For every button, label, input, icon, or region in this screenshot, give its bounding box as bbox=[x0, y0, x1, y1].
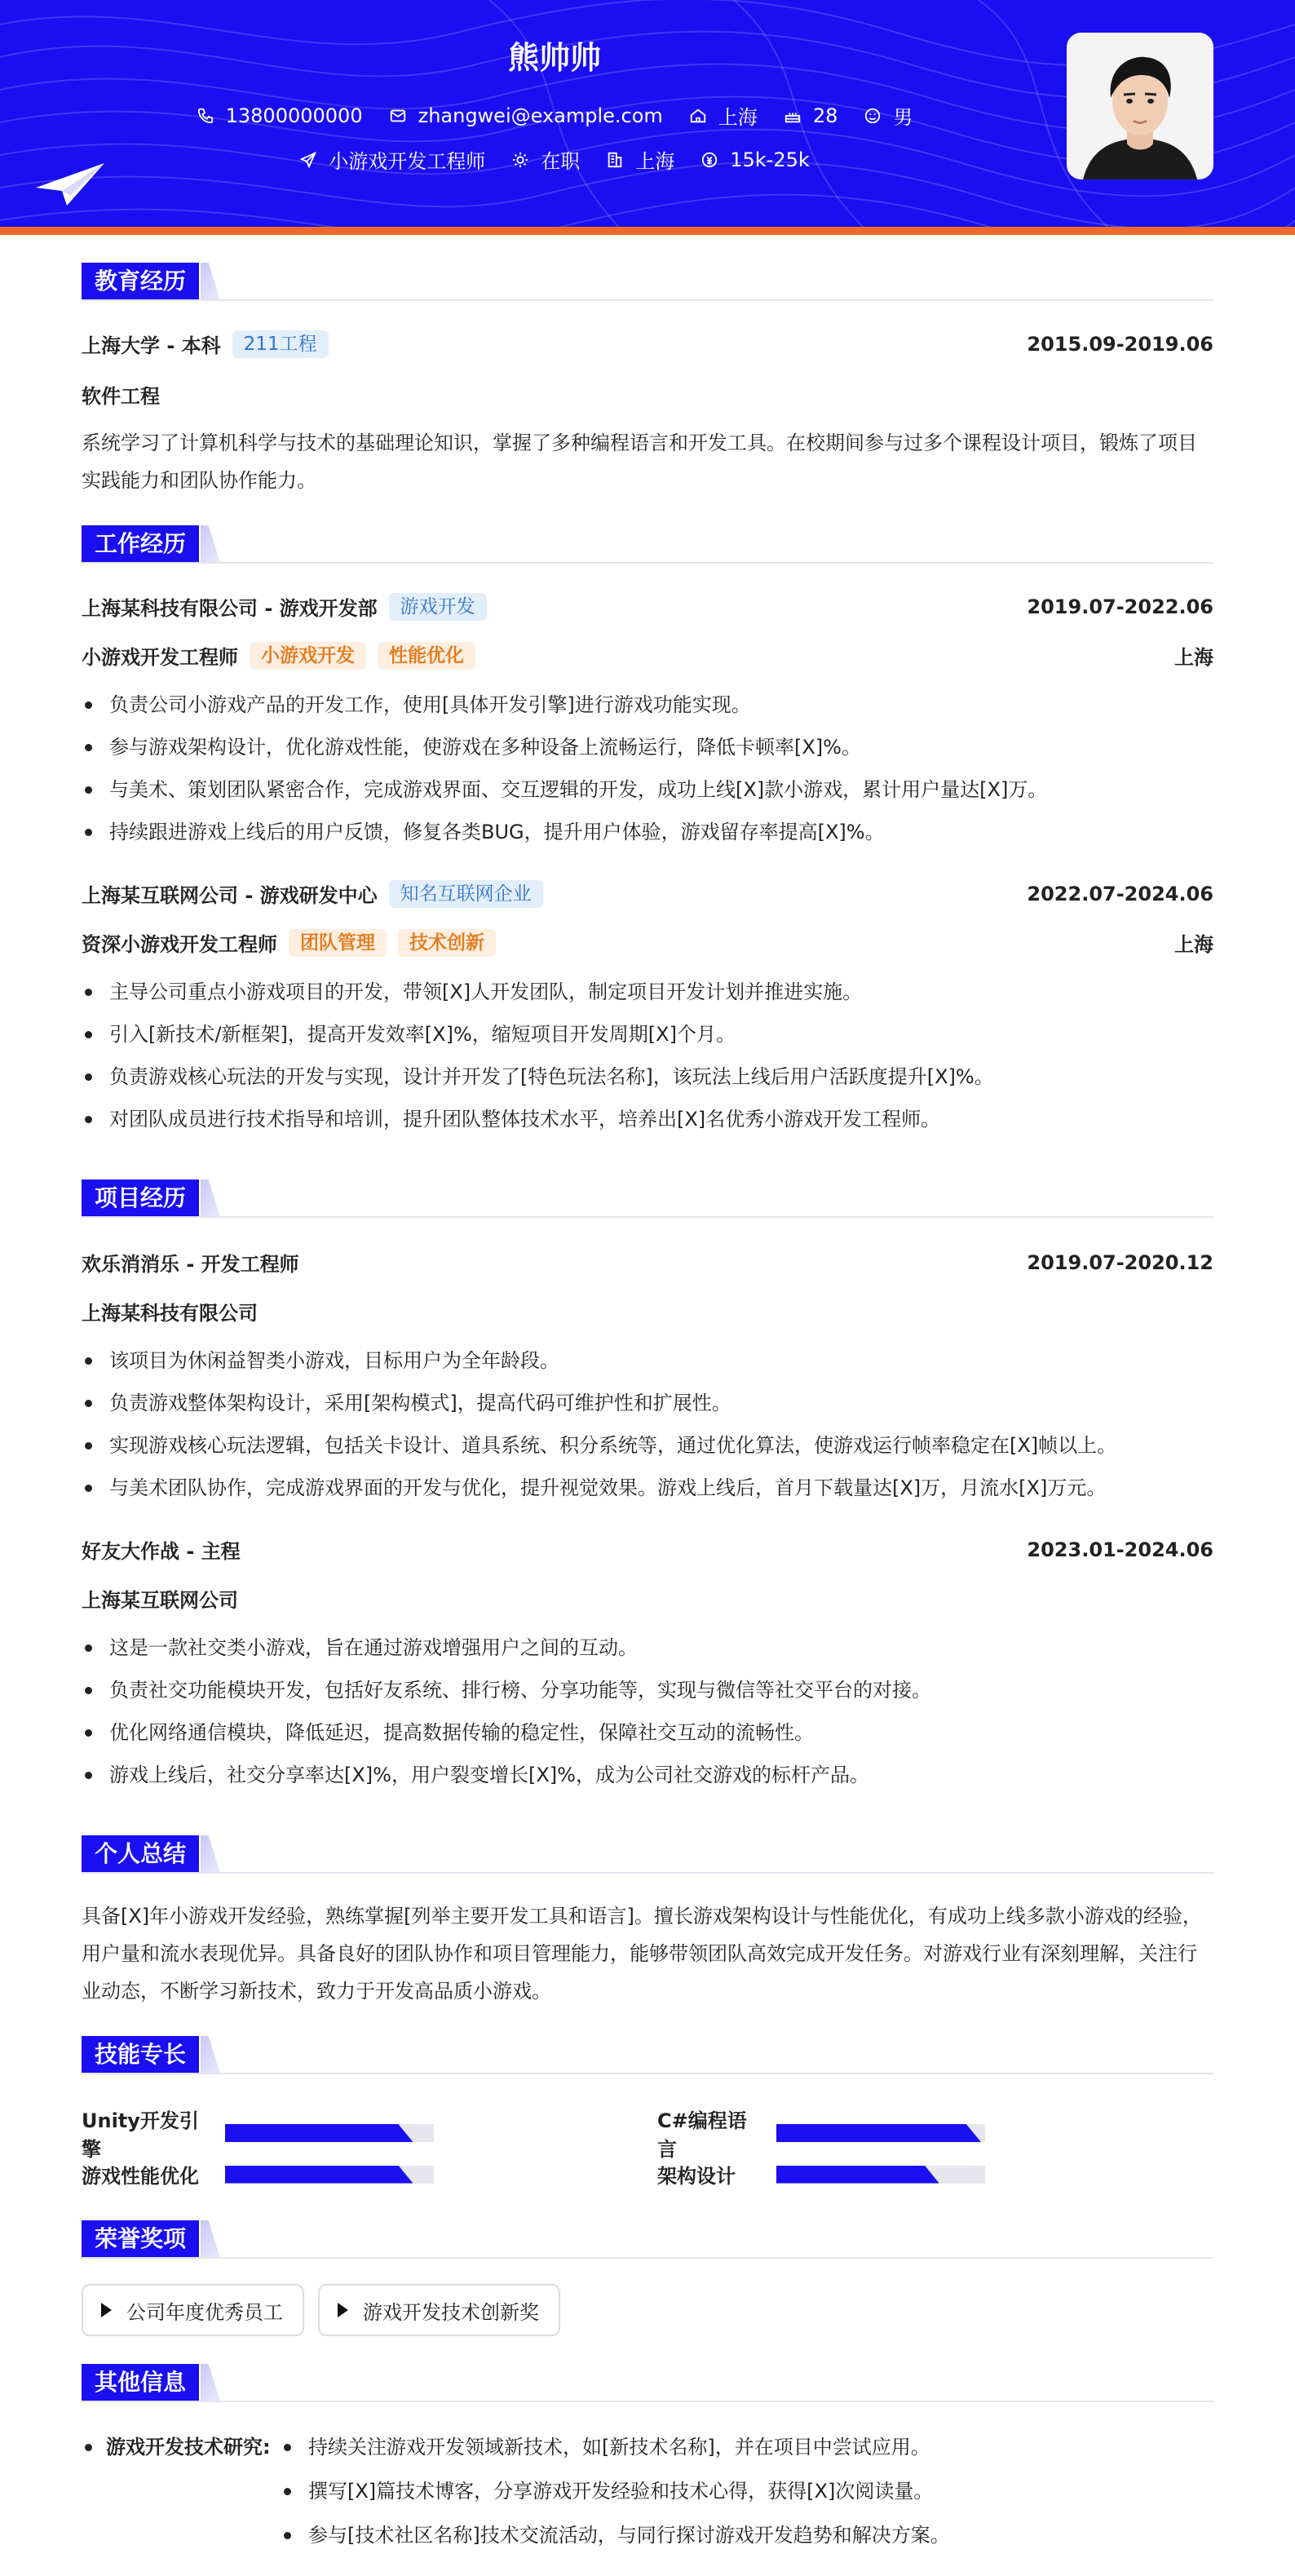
email-item bbox=[389, 104, 663, 127]
project-period: 2023.01-2024.06 bbox=[1027, 1538, 1213, 1561]
job-company: 上海某互联网公司 - 游戏研发中心 bbox=[82, 884, 378, 907]
job-skill-tag: 性能优化 bbox=[378, 642, 475, 670]
skill-name: 架构设计 bbox=[657, 2165, 736, 2188]
project-name: 好友大作战 - 主程 bbox=[82, 1540, 241, 1563]
list-item: 主导公司重点小游戏项目的开发，带领[X]人开发团队，制定项目开发计划并推进实施。 bbox=[82, 971, 1213, 1013]
status-icon bbox=[511, 151, 529, 169]
job-position: 小游戏开发工程师 bbox=[82, 646, 238, 669]
job-1-position-row bbox=[82, 641, 1213, 670]
project-1-header-row bbox=[82, 1248, 1213, 1277]
salary-item bbox=[701, 148, 810, 171]
header-accent-stripe bbox=[0, 227, 1295, 235]
job-1-header-row bbox=[82, 592, 1213, 621]
education-period: 2015.09-2019.06 bbox=[1027, 332, 1213, 356]
list-item: 优化网络通信模块，降低延迟，提高数据传输的稳定性，保障社交互动的流畅性。 bbox=[82, 1711, 1213, 1754]
major: 软件工程 bbox=[82, 385, 160, 408]
job-skill-tag: 技术创新 bbox=[398, 929, 496, 957]
section-label: 项目经历 bbox=[82, 1180, 199, 1217]
skill-item bbox=[82, 2105, 434, 2162]
job-period: 2019.07-2022.06 bbox=[1027, 595, 1213, 618]
job-city: 上海 bbox=[1174, 646, 1213, 669]
avatar-photo bbox=[1067, 33, 1213, 179]
major-row bbox=[82, 380, 1213, 409]
email-text: zhangwei@example.com bbox=[418, 104, 663, 127]
skill-bar-fill bbox=[225, 2166, 413, 2184]
status-item bbox=[511, 145, 580, 174]
honor-text: 公司年度优秀员工 bbox=[126, 2300, 283, 2324]
summary-text: 具备[X]年小游戏开发经验，熟练掌握[列举主要开发工具和语言]。擅长游戏架构设计与性能优化，有成功上线多款小游戏的经验，用户量和流水表现优异。具备良好的团队协作和项目管理能力，能够带领团队高效完成开发任务。对游戏行业有深刻理解，关注行业动态，不断学习新技术，致力于开发高品质小游戏。 bbox=[82, 1905, 1202, 2003]
list-item: 持续跟进游戏上线后的用户反馈，修复各类BUG，提升用户体验，游戏留存率提高[X]%。 bbox=[82, 811, 1213, 853]
list-item: 负责游戏整体架构设计，采用[架构模式]，提高代码可维护性和扩展性。 bbox=[82, 1382, 1213, 1424]
job-period: 2022.07-2024.06 bbox=[1027, 882, 1213, 905]
section-title-summary bbox=[82, 1835, 1213, 1873]
section-title-skills bbox=[82, 2036, 1213, 2074]
skill-name: 游戏性能优化 bbox=[82, 2165, 199, 2188]
job-company-tag: 知名互联网企业 bbox=[389, 880, 543, 908]
section-title-education bbox=[82, 263, 1213, 300]
paper-plane-icon bbox=[34, 160, 108, 209]
location-text: 上海 bbox=[718, 106, 758, 129]
project-1-details bbox=[82, 1339, 1213, 1509]
job-2-duties bbox=[82, 971, 1213, 1140]
send-icon bbox=[299, 151, 317, 169]
list-item: 与美术团队协作，完成游戏界面的开发与优化，提升视觉效果。游戏上线后，首月下载量达[X]万，月流水[X]万元。 bbox=[82, 1467, 1213, 1509]
project-1-company-row bbox=[82, 1297, 1213, 1326]
money-icon bbox=[701, 151, 718, 169]
phone-item bbox=[197, 104, 363, 127]
job-1-duties bbox=[82, 684, 1213, 853]
section-label: 技能专长 bbox=[82, 2036, 199, 2074]
section-title-work bbox=[82, 525, 1213, 563]
mail-icon bbox=[389, 107, 407, 125]
section-label: 工作经历 bbox=[82, 525, 199, 563]
job-position: 资深小游戏开发工程师 bbox=[82, 933, 277, 956]
play-icon bbox=[338, 2303, 348, 2317]
list-item: 实现游戏核心玩法逻辑，包括关卡设计、道具系统、积分系统等，通过优化算法，使游戏运行帧率稳定在[X]帧以上。 bbox=[82, 1424, 1213, 1467]
section-title-other bbox=[82, 2364, 1213, 2401]
status-text: 在职 bbox=[541, 150, 581, 173]
project-company: 上海某互联网公司 bbox=[82, 1589, 238, 1612]
section-title-honors bbox=[82, 2220, 1213, 2258]
project-name: 欢乐消消乐 - 开发工程师 bbox=[82, 1253, 299, 1276]
skill-bar bbox=[776, 2124, 985, 2142]
list-item: 与美术、策划团队紧密合作，完成游戏界面、交互逻辑的开发，成功上线[X]款小游戏，累计用户量达[X]万。 bbox=[82, 768, 1213, 811]
skill-bar bbox=[225, 2166, 434, 2184]
education-header-row bbox=[82, 330, 1213, 358]
list-item: 这是一款社交类小游戏，旨在通过游戏增强用户之间的互动。 bbox=[82, 1627, 1213, 1669]
section-label: 其他信息 bbox=[82, 2364, 199, 2401]
phone-icon bbox=[197, 107, 214, 125]
building-icon bbox=[606, 151, 624, 169]
skill-bar-fill bbox=[776, 2124, 981, 2142]
list-item: 撰写[X]篇技术博客，分享游戏开发经验和技术心得，获得[X]次阅读量。 bbox=[281, 2470, 1213, 2514]
list-item: 参与游戏架构设计，优化游戏性能，使游戏在多种设备上流畅运行，降低卡顿率[X]%。 bbox=[82, 726, 1213, 768]
project-2-company-row bbox=[82, 1584, 1213, 1613]
list-item: 引入[新技术/新框架]，提高开发效率[X]%，缩短项目开发周期[X]个月。 bbox=[82, 1013, 1213, 1056]
job-skill-tag: 团队管理 bbox=[289, 929, 387, 957]
honor-badge bbox=[318, 2284, 560, 2336]
skill-name: Unity开发引擎 bbox=[82, 2109, 199, 2161]
other-label: 游戏开发技术研究: bbox=[82, 2426, 271, 2468]
job-2-position-row bbox=[82, 928, 1213, 957]
skill-item bbox=[657, 2105, 985, 2162]
skill-item bbox=[657, 2160, 985, 2189]
job-city: 上海 bbox=[1174, 933, 1213, 956]
school-name: 上海大学 - 本科 bbox=[82, 334, 221, 357]
other-list bbox=[281, 2426, 1213, 2558]
list-item: 该项目为休闲益智类小游戏，目标用户为全年龄段。 bbox=[82, 1339, 1213, 1382]
gender-text: 男 bbox=[893, 106, 913, 129]
target-city-text: 上海 bbox=[635, 150, 675, 173]
project-2-details bbox=[82, 1627, 1213, 1796]
list-item: 游戏上线后，社交分享率达[X]%，用户裂变增长[X]%，成为公司社交游戏的标杆产品。 bbox=[82, 1754, 1213, 1796]
skill-name: C#编程语言 bbox=[657, 2109, 747, 2161]
list-item: 持续关注游戏开发领域新技术，如[新技术名称]，并在项目中尝试应用。 bbox=[281, 2426, 1213, 2470]
list-item: 参与[技术社区名称]技术交流活动，与同行探讨游戏开发趋势和解决方案。 bbox=[281, 2514, 1213, 2558]
job-2-header-row bbox=[82, 879, 1213, 908]
cake-icon bbox=[784, 107, 802, 125]
skill-bar-fill bbox=[225, 2124, 413, 2142]
list-item: 负责社交功能模块开发，包括好友系统、排行榜、分享功能等，实现与微信等社交平台的对接。 bbox=[82, 1669, 1213, 1711]
list-item: 负责公司小游戏产品的开发工作，使用[具体开发引擎]进行游戏功能实现。 bbox=[82, 684, 1213, 726]
job-company: 上海某科技有限公司 - 游戏开发部 bbox=[82, 597, 378, 620]
resume-header bbox=[0, 0, 1295, 228]
list-item: 对团队成员进行技术指导和培训，提升团队整体技术水平，培养出[X]名优秀小游戏开发工程师。 bbox=[82, 1098, 1213, 1140]
home-icon bbox=[689, 107, 707, 125]
skill-bar bbox=[225, 2124, 434, 2142]
candidate-name: 熊帅帅 bbox=[507, 40, 601, 76]
project-company: 上海某科技有限公司 bbox=[82, 1302, 258, 1325]
section-label: 个人总结 bbox=[82, 1835, 199, 1873]
target-city-item bbox=[606, 145, 674, 174]
honor-text: 游戏开发技术创新奖 bbox=[363, 2300, 539, 2324]
phone-text: 13800000000 bbox=[225, 104, 363, 127]
play-icon bbox=[101, 2303, 112, 2317]
skill-bar bbox=[776, 2166, 985, 2184]
project-2-header-row bbox=[82, 1535, 1213, 1564]
job-intent-row bbox=[0, 145, 1109, 174]
list-item: 负责游戏核心玩法的开发与实现，设计并开发了[特色玩法名称]，该玩法上线后用户活跃度提升[X]%。 bbox=[82, 1056, 1213, 1098]
school-tag: 211工程 bbox=[232, 330, 329, 358]
location-item bbox=[689, 101, 758, 130]
skill-item bbox=[82, 2160, 434, 2189]
salary-text: 15k-25k bbox=[730, 148, 810, 171]
project-period: 2019.07-2020.12 bbox=[1027, 1250, 1213, 1274]
section-label: 荣誉奖项 bbox=[82, 2220, 199, 2258]
target-job-item bbox=[299, 145, 485, 174]
skill-bar-fill bbox=[776, 2166, 939, 2184]
section-label: 教育经历 bbox=[82, 263, 199, 300]
job-company-tag: 游戏开发 bbox=[389, 593, 487, 621]
target-job-text: 小游戏开发工程师 bbox=[329, 150, 486, 173]
age-text: 28 bbox=[812, 104, 838, 127]
gender-icon bbox=[864, 107, 882, 125]
honor-badge bbox=[82, 2284, 304, 2336]
avatar bbox=[1067, 33, 1213, 179]
gender-item bbox=[864, 101, 913, 130]
age-item bbox=[784, 104, 838, 127]
contact-row bbox=[0, 101, 1109, 130]
section-title-projects bbox=[82, 1180, 1213, 1217]
education-description: 系统学习了计算机科学与技术的基础理论知识，掌握了多种编程语言和开发工具。在校期间参与过多个课程设计项目，锻炼了项目实践能力和团队协作能力。 bbox=[82, 432, 1197, 492]
job-skill-tag: 小游戏开发 bbox=[250, 642, 366, 670]
